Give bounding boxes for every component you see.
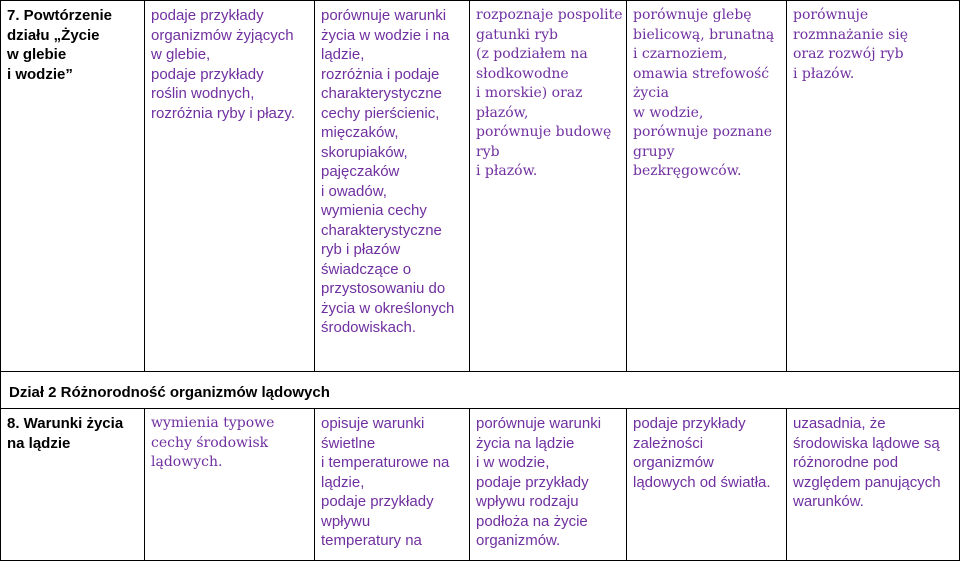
cell-line: podaje przykłady [321,493,434,510]
cell-line: lądowych od światła. [633,473,771,491]
topic-line: 7. Powtórzenie [7,7,113,24]
cell-line: życia w wodzie i na [321,26,450,44]
requirements-cell-3 [315,0,470,372]
topic-line: 8. Warunki życia [7,415,124,432]
cell-line: różnorodne pod [793,454,899,471]
cell-line: skorupiaków, [321,143,408,161]
cell-line: podaje przykłady [151,65,264,83]
cell-line: życia w określonych [321,299,455,317]
cell-line: rozpoznaje pospolite [476,7,623,23]
cell-line: podłoża na życie [476,512,588,530]
section-heading: Dział 2 Różnorodność organizmów lądowych [0,372,960,409]
cell-line: i płazów. [476,163,538,179]
cell-line: i temperaturowe na [321,454,450,471]
topic-line: na lądzie [7,434,71,452]
cell-line: wpływu [321,512,371,530]
cell-line: płazów, [476,104,529,121]
cell-line: lądowych. [151,454,223,470]
cell-line: lądzie, [321,46,365,63]
cell-line: i płazów. [793,65,855,82]
cell-line: bezkręgowców. [633,163,742,179]
cell-line: lądzie, [321,473,365,491]
cell-line: i owadów, [321,182,387,200]
cell-line: cechy pierścienic, [321,104,440,122]
cell-line: gatunki ryb [476,26,558,43]
cell-line: charakterystyczne [321,85,442,102]
cell-line: podaje przykłady [151,7,264,24]
requirements-cell-2 [145,0,315,372]
cell-line: opisuje warunki [321,415,425,432]
cell-line: omawia strefowość [633,65,770,82]
topic-cell [0,0,145,372]
cell-line: oraz rozwój ryb [793,46,904,62]
cell-line: świetlne [321,434,376,452]
cell-line: grupy [633,143,675,160]
cell-line: i morskie) oraz [476,85,583,101]
topic-line: i wodzie” [7,65,73,83]
cell-line: życia [633,85,669,101]
cell-line: w glebie, [151,46,211,63]
cell-line: porównuje budowę [476,124,612,140]
cell-line: porównuje glebę [633,7,752,23]
topic-cell [0,409,145,561]
cell-line: słodkowodne [476,65,569,82]
cell-line: środowiskach. [321,319,417,336]
cell-line: wymienia cechy [321,202,427,219]
cell-line: porównuje warunki [476,415,602,432]
cell-line: podaje przykłady [633,415,746,432]
requirements-cell-2 [145,409,315,561]
cell-line: cechy środowisk [151,434,269,451]
cell-line: rozróżnia ryby i płazy. [151,104,295,122]
cell-line: uzasadnia, że [793,415,886,432]
requirements-cell-4 [470,0,627,372]
requirements-cell-4 [470,409,627,561]
cell-line: podaje przykłady [476,473,589,491]
requirements-cell-5 [627,409,787,561]
cell-line: porównuje warunki [321,7,447,24]
requirements-cell-3 [315,409,470,561]
topic-line: w glebie [7,46,67,63]
cell-line: charakterystyczne [321,221,442,239]
cell-line: pajęczaków [321,163,400,180]
cell-line: organizmów. [476,532,561,549]
requirements-cell-6 [787,409,960,561]
cell-line: bielicową, brunatną [633,26,775,43]
cell-line: przystosowaniu do [321,280,446,297]
cell-line: porównuje [793,7,869,23]
cell-line: świadczące o [321,260,412,278]
cell-line: ryb [476,143,500,160]
cell-line: wpływu rodzaju [476,493,579,510]
requirements-cell-6 [787,0,960,372]
cell-line: środowiska lądowe są [793,434,940,452]
cell-line: i czarnoziem, [633,46,728,62]
cell-line: rozmnażanie się [793,26,909,43]
cell-line: i w wodzie, [476,454,550,471]
cell-line: organizmów żyjących [151,26,294,44]
cell-line: mięczaków, [321,124,399,141]
cell-line: temperatury na [321,532,422,549]
cell-line: organizmów [633,454,714,471]
cell-line: w wodzie, [633,104,704,121]
topic-line: działu „Życie [7,26,100,44]
requirements-cell-5 [627,0,787,372]
cell-line: względem panujących [793,473,941,491]
cell-line: porównuje poznane [633,124,773,140]
cell-line: życia na lądzie [476,434,575,452]
cell-line: ryb i płazów [321,241,401,258]
cell-line: rozróżnia i podaje [321,65,440,83]
cell-line: zależności [633,434,704,452]
table-row [0,409,960,561]
cell-line: (z podziałem na [476,46,588,62]
cell-line: wymienia typowe [151,415,275,431]
cell-line: warunków. [793,493,864,510]
cell-line: roślin wodnych, [151,85,255,102]
